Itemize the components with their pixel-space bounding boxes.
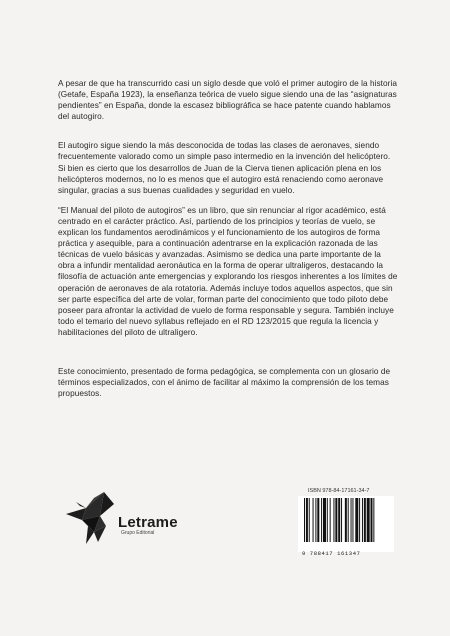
barcode-bar [335, 498, 337, 542]
publisher-name: Letrame [118, 514, 178, 531]
back-cover-text [58, 78, 399, 408]
barcode-bar [327, 498, 328, 542]
paragraph-conclusion: Este conocimiento, presentado de forma pedagógica, se complementa con un glosario de términos especializados, con el ánimo de facilitar al máximo la comprensión de los temas propuestos. [58, 366, 391, 399]
paragraph-manual: “El Manual del piloto de autogiros” es un libro, que sin renunciar al rigor académico, está centrado en el carácter práctico. Así, partiendo de los principios y teorías de vuelo, se explican los fundamentos aerodinámicos y el funcionamiento de los autogiros de forma práctica y asequible, para a continuación adentrarse en la explicación razonada de las técnicas de vuelo básicas y avanzadas. Asimismo se dedica una parte importante de la obra a infundir mentalidad aeronáutica en la forma de operar ultraligeros, destacando la filosofía de actuación ante emergencias y explorando los riesgos inherentes a los límites de operación de aeronaves de ala rotatoria. Además incluye todos aquellos aspectos, que sin ser parte específica del arte de volar, forman parte del conocimiento que todo piloto debe poseer para afrontar la actividad de vuelo de forma responsable y segura. También incluye todo el temario del nuevo syllabus reflejado en el RD 123/2015 que regula la licencia y habilitaciones del piloto de ultraligero. [58, 205, 398, 337]
barcode-bar [351, 498, 352, 542]
paragraph-intro: A pesar de que ha transcurrido casi un siglo desde que voló el primer autogiro de la historia (Getafe, España 1923), la enseñanza teórica de vuelo sigue siendo una de las “asignaturas pendientes” en España, donde la escasez bibliográfica se hace patente cuando hablamos del autogiro. [58, 79, 397, 122]
barcode-bar [313, 498, 314, 542]
paragraph-autogiro: El autogiro sigue siendo la más desconocida de todas las clases de aeronaves, siendo frecuentemente valorado como un simple paso intermedio en la invención del helicóptero. Si bien es cierto que los desarrollos de Juan de la Cierva tienen aplicación plena en los helicópteros modernos, no lo es menos que el autogiro está renaciendo como aeronave singular, gracias a sus buenas cualidades y seguridad en vuelo. [58, 141, 391, 195]
barcode-bar [317, 498, 319, 542]
barcode-bar [338, 498, 340, 542]
isbn-barcode-digits: 9 788417 161347 [302, 550, 361, 557]
barcode-bar [373, 498, 374, 542]
isbn-label: ISBN 978-84-17161-34-7 [308, 488, 370, 494]
isbn-barcode [298, 496, 394, 552]
barcode-bar [345, 498, 347, 542]
barcode-bar [330, 498, 331, 542]
barcode-bar [362, 498, 363, 542]
barcode-bar [323, 498, 326, 542]
barcode-bar [341, 498, 342, 542]
barcode-bar [333, 498, 334, 542]
barcode-bar [348, 498, 349, 542]
barcode-bar [309, 498, 310, 542]
barcode-bar [352, 498, 353, 542]
barcode-bar [364, 498, 366, 542]
barcode-bar [371, 498, 373, 542]
barcode-bar [306, 498, 308, 542]
barcode-bar [359, 498, 360, 542]
barcode-bar [321, 498, 322, 542]
barcode-bar [315, 498, 316, 542]
barcode-bar [304, 498, 305, 542]
publisher-subtitle: Grupo Editorial [121, 530, 155, 536]
barcode-bar [367, 498, 370, 542]
barcode-bar [355, 498, 358, 542]
